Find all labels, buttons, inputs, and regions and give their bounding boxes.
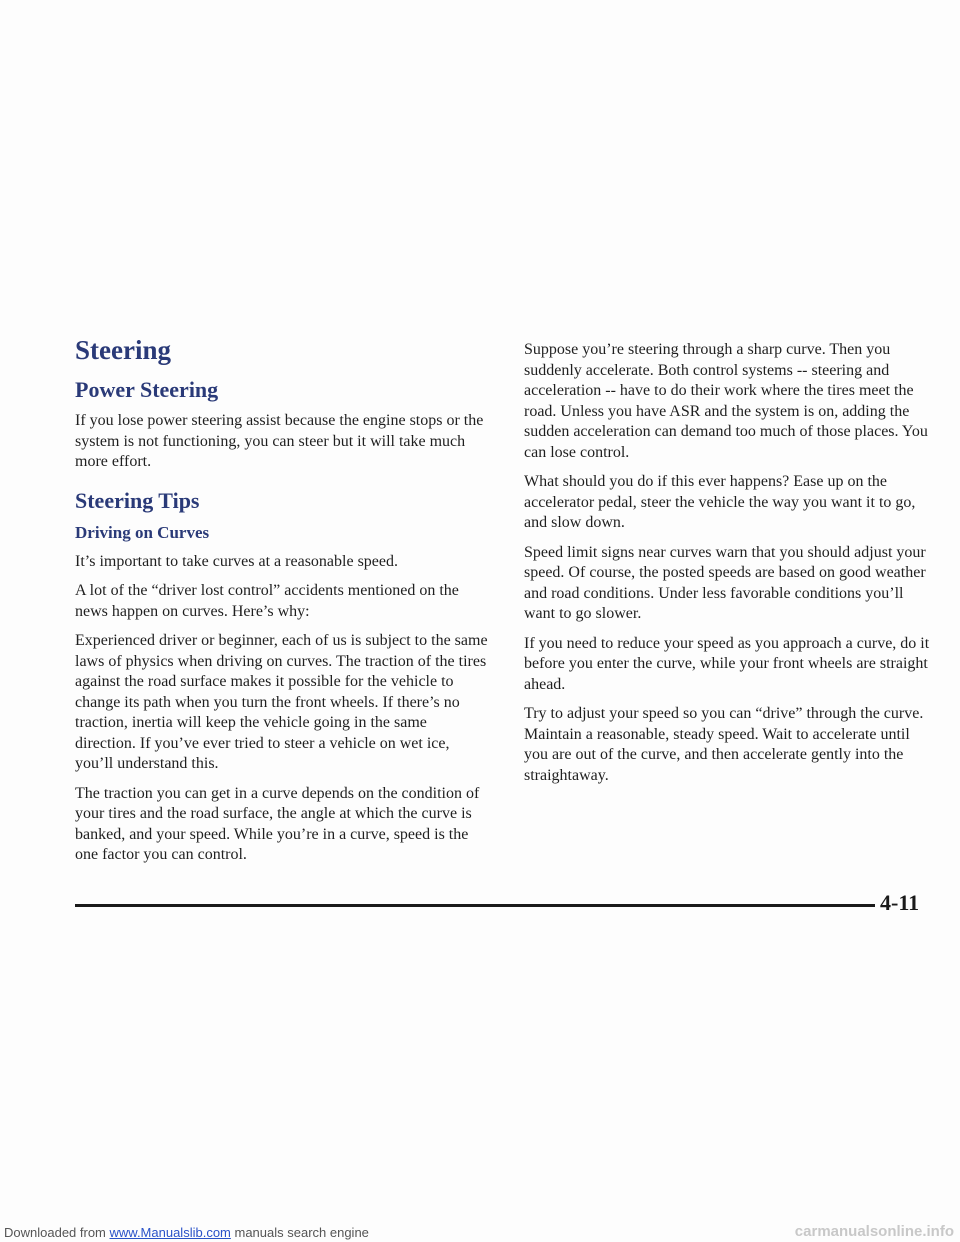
left-column (75, 334, 490, 875)
download-suffix: manuals search engine (230, 1225, 369, 1240)
steering-tips-heading: Steering Tips (75, 487, 200, 513)
right-column (524, 340, 934, 795)
body-paragraph: It’s important to take curves at a reasonable speed. (75, 552, 398, 570)
page-number: 4-11 (880, 890, 920, 915)
manualslib-link[interactable]: www.Manualslib.com (109, 1225, 231, 1240)
body-paragraph: Speed limit signs near curves warn that you should adjust your speed. Of course, the posted speeds are based on good weather and road conditions. Under less favorable conditions you’ll want to go slower. (524, 543, 926, 622)
body-paragraph: If you need to reduce your speed as you approach a curve, do it before you enter the curve, while your front wheels are straight ahead. (524, 634, 930, 693)
footer-rule (75, 904, 875, 907)
watermark-text: carmanualsonline.info (794, 1223, 954, 1240)
body-paragraph: The traction you can get in a curve depends on the condition of your tires and the road surface, the angle at which the curve is banked, and your speed. While you’re in a curve, speed is the one factor you can control. (75, 784, 480, 863)
download-prefix: Downloaded from (4, 1225, 110, 1240)
power-steering-paragraph: If you lose power steering assist because the engine stops or the system is not functioning, you can steer but it will take much more effort. (75, 412, 484, 470)
body-paragraph: A lot of the “driver lost control” accidents mentioned on the news happen on curves. Here’s why: (75, 582, 459, 620)
body-paragraph: Suppose you’re steering through a sharp curve. Then you suddenly accelerate. Both control systems -- steering and acceleration -- have to do their work where the tires meet the road. Unless you have ASR and the system is on, adding the sudden acceleration can demand too much of those places. You can lose control. (524, 341, 928, 461)
download-source-text (4, 1225, 369, 1240)
download-footer (0, 1222, 960, 1242)
driving-on-curves-subheading: Driving on Curves (75, 522, 210, 542)
body-paragraph: What should you do if this ever happens? Ease up on the accelerator pedal, steer the vehicle the way you want it to go, and slow down. (524, 473, 916, 531)
body-paragraph: Experienced driver or beginner, each of us is subject to the same laws of physics when driving on curves. The traction of the tires against the road surface makes it possible for the vehicle to change its path when you turn the front wheels. If there’s no traction, inertia will keep the vehicle going in the same direction. If you’ve ever tried to steer a vehicle on wet ice, you’ll understand this. (75, 632, 488, 772)
section-title: Steering (75, 335, 171, 365)
power-steering-heading: Power Steering (75, 377, 219, 402)
body-paragraph: Try to adjust your speed so you can “drive” through the curve. Maintain a reasonable, steady speed. Wait to accelerate until you are out of the curve, and then accelerate gently into the straightaway. (524, 705, 924, 784)
